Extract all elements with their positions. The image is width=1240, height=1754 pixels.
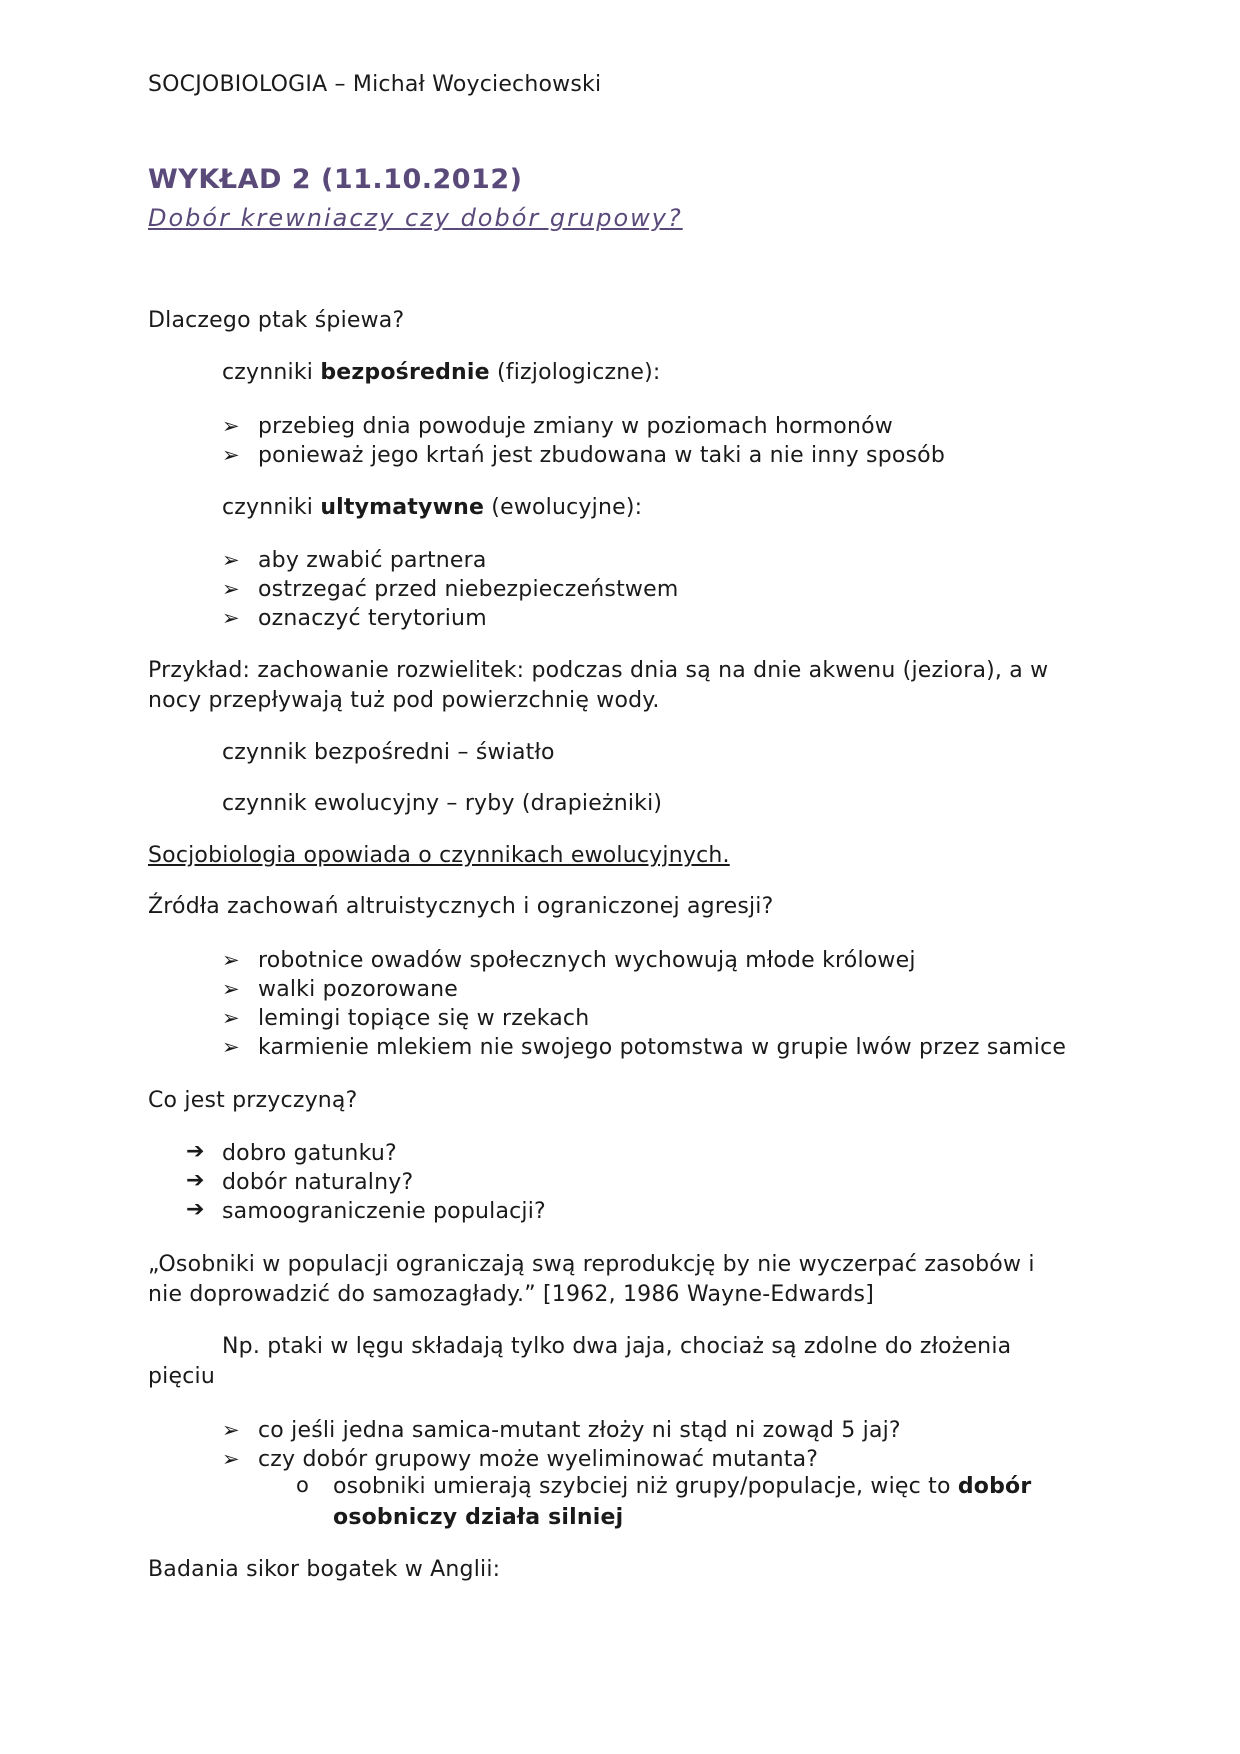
- quote-line: nie doprowadzić do samozagłady.” [1962, 1986 Wayne-Edwards]: [148, 1282, 875, 1307]
- list-item: robotnice owadów społecznych wychowują młode królowej: [258, 948, 916, 973]
- example2-line: Np. ptaki w lęgu składają tylko dwa jaja, chociaż są zdolne do złożenia: [222, 1334, 1012, 1359]
- quote-line: „Osobniki w populacji ograniczają swą reprodukcję by nie wyczerpać zasobów i: [148, 1252, 1035, 1277]
- direct-factors-heading: [222, 358, 661, 388]
- document-header: SOCJOBIOLOGIA – Michał Woyciechowski: [148, 72, 602, 97]
- example2-line: pięciu: [148, 1364, 215, 1389]
- chevron-bullet-icon: ➢: [222, 1447, 240, 1471]
- list-item: walki pozorowane: [258, 977, 459, 1002]
- list-item: ostrzegać przed niebezpieczeństwem: [258, 577, 679, 602]
- circle-bullet-icon: o: [296, 1473, 309, 1497]
- chevron-bullet-icon: ➢: [222, 1035, 240, 1059]
- chevron-bullet-icon: ➢: [222, 577, 240, 601]
- example-line: nocy przepływają tuż pod powierzchnię wody.: [148, 688, 660, 713]
- list-item: co jeśli jedna samica-mutant złoży ni stąd ni zowąd 5 jaj?: [258, 1418, 901, 1443]
- subpoint-bold: dobór: [957, 1474, 1032, 1499]
- question-cause: Co jest przyczyną?: [148, 1088, 358, 1113]
- ultimate-factors-suffix: (ewolucyjne):: [484, 495, 643, 520]
- sub-list-item-continued: [333, 1503, 623, 1533]
- list-item: ponieważ jego krtań jest zbudowana w taki a nie inny sposób: [258, 443, 946, 468]
- factor-evolutionary: czynnik ewolucyjny – ryby (drapieżniki): [222, 791, 663, 816]
- question-bird-singing: Dlaczego ptak śpiewa?: [148, 308, 405, 333]
- lecture-title: WYKŁAD 2 (11.10.2012): [148, 164, 523, 195]
- lecture-subtitle: Dobór krewniaczy czy dobór grupowy?: [148, 204, 683, 232]
- list-item: lemingi topiące się w rzekach: [258, 1006, 590, 1031]
- list-item: karmienie mlekiem nie swojego potomstwa w grupie lwów przez samice: [258, 1035, 1067, 1060]
- final-line: Badania sikor bogatek w Anglii:: [148, 1557, 501, 1582]
- list-item: samoograniczenie populacji?: [222, 1199, 546, 1224]
- arrow-bullet-icon: ➔: [186, 1168, 205, 1193]
- direct-factors-bold: bezpośrednie: [320, 360, 490, 385]
- ultimate-factors-heading: [222, 493, 642, 523]
- chevron-bullet-icon: ➢: [222, 414, 240, 438]
- arrow-bullet-icon: ➔: [186, 1139, 205, 1164]
- key-statement: Socjobiologia opowiada o czynnikach ewolucyjnych.: [148, 843, 730, 868]
- question-altruism-sources: Źródła zachowań altruistycznych i ograniczonej agresji?: [148, 894, 774, 919]
- chevron-bullet-icon: ➢: [222, 606, 240, 630]
- example-line: Przykład: zachowanie rozwielitek: podczas dnia są na dnie akwenu (jeziora), a w: [148, 658, 1049, 683]
- chevron-bullet-icon: ➢: [222, 1418, 240, 1442]
- chevron-bullet-icon: ➢: [222, 1006, 240, 1030]
- factor-direct: czynnik bezpośredni – światło: [222, 740, 555, 765]
- list-item: czy dobór grupowy może wyeliminować mutanta?: [258, 1447, 819, 1472]
- chevron-bullet-icon: ➢: [222, 548, 240, 572]
- list-item: dobór naturalny?: [222, 1170, 414, 1195]
- chevron-bullet-icon: ➢: [222, 948, 240, 972]
- subpoint-bold-continued: osobniczy działa silniej: [333, 1505, 624, 1530]
- list-item: dobro gatunku?: [222, 1141, 397, 1166]
- direct-factors-prefix: czynniki: [222, 360, 321, 385]
- subpoint-text: osobniki umierają szybciej niż grupy/populacje, więc to: [333, 1474, 958, 1499]
- ultimate-factors-bold: ultymatywne: [320, 495, 485, 520]
- chevron-bullet-icon: ➢: [222, 977, 240, 1001]
- arrow-bullet-icon: ➔: [186, 1197, 205, 1222]
- list-item: aby zwabić partnera: [258, 548, 487, 573]
- ultimate-factors-prefix: czynniki: [222, 495, 321, 520]
- sub-list-item: [333, 1472, 1031, 1502]
- list-item: przebieg dnia powoduje zmiany w poziomach hormonów: [258, 414, 893, 439]
- chevron-bullet-icon: ➢: [222, 443, 240, 467]
- list-item: oznaczyć terytorium: [258, 606, 487, 631]
- direct-factors-suffix: (fizjologiczne):: [489, 360, 661, 385]
